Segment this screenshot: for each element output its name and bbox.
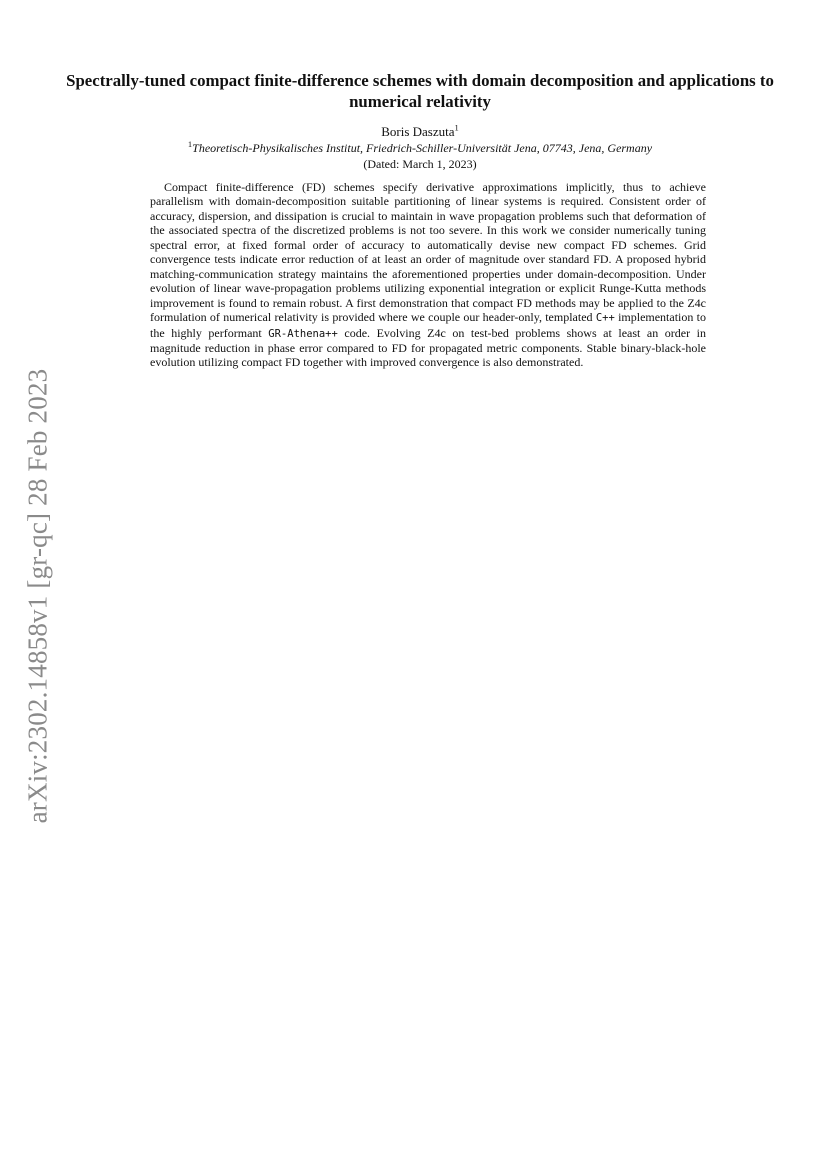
abstract-code-gr-athena: GR-Athena++ xyxy=(268,327,338,340)
author-name: Boris Daszuta xyxy=(381,124,455,139)
abstract-text-1: Compact finite-difference (FD) schemes specify derivative approximations implicitly, thus to achieve parallelism with domain-decomposition suitable partitioning of linear systems is required. Consistent order of accuracy, dispersion, and dissipation is crucial to maintain in wave propagation problems such that deformation of the associated spectra of the discretized problems is not too severe. In this work we consider numerically tuning spectral error, at fixed formal order of accuracy to automatically devise new compact FD schemes. Grid convergence tests indicate error reduction of at least an order of magnitude over standard FD. A proposed hybrid matching-communication strategy maintains the aforementioned properties under domain-decomposition. Under evolution of linear wave-propagation problems utilizing exponential integration or explicit Runge-Kutta methods improvement is found to remain robust. A first demonstration that compact FD methods may be applied to the Z4c formulation of numerical relativity is provided where we couple our header-only, templated xyxy=(150,180,706,325)
abstract-text-3: code. Evolving Z4c on test-bed problems shows at least an order in magnitude reduction in phase error compared to FD for propagated metric components. Stable binary-black-hole evolution utilizing compact FD together with improved convergence is also demonstrated. xyxy=(150,325,706,370)
date-line: (Dated: March 1, 2023) xyxy=(363,157,477,171)
abstract-text-2: implementation to the highly performant xyxy=(150,310,707,340)
paper-title: Spectrally-tuned compact finite-difference schemes with domain decomposition and applications to numerical relativity xyxy=(66,71,774,111)
abstract-code-cpp: C++ xyxy=(595,312,615,325)
arxiv-identifier-stamp: arXiv:2302.14858v1 [gr-qc] 28 Feb 2023 xyxy=(22,368,53,824)
author-affiliation-mark: 1 xyxy=(454,122,459,133)
author-line xyxy=(60,124,780,140)
abstract xyxy=(150,180,706,370)
affiliation-text: Theoretisch-Physikalisches Institut, Friedrich-Schiller-Universität Jena, 07743, Jena, Germany xyxy=(192,141,653,155)
affiliation-line xyxy=(60,140,780,156)
affiliation-mark: 1 xyxy=(187,139,193,149)
